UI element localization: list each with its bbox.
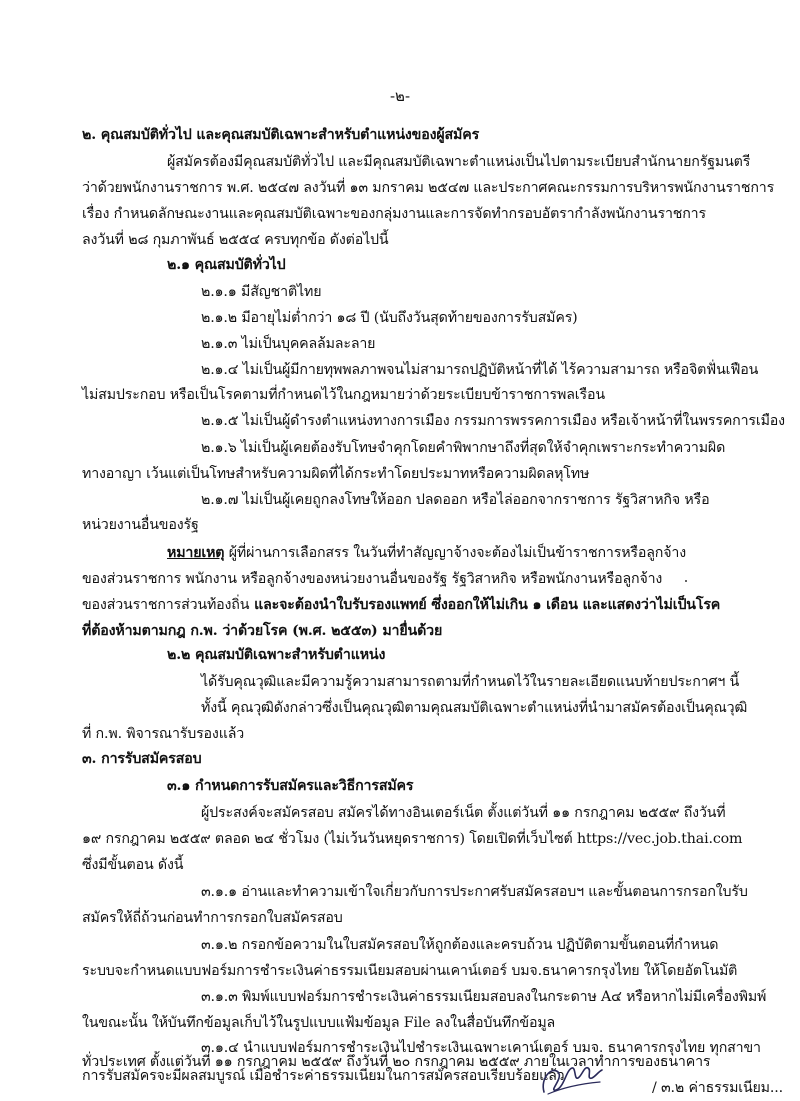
- paragraph-line: ทั้งนี้ คุณวุฒิดังกล่าวซึ่งเป็นคุณวุฒิตามคุณสมบัติเฉพาะตำแหน่งที่นำมาสมัครต้องเป็นคุณวุฒิ: [201, 700, 748, 716]
- list-item: ๒.๑.๓ ไม่เป็นบุคคลล้มละลาย: [201, 336, 376, 352]
- list-item: ๓.๑.๑ อ่านและทำความเข้าใจเกี่ยวกับการประกาศรับสมัครสอบฯ และขั้นตอนการกรอกใบรับ: [201, 884, 748, 900]
- list-item-continuation: ในขณะนั้น ให้บันทึกข้อมูลเก็บไว้ในรูปแบบแฟ้มข้อมูล File ลงในสื่อบันทึกข้อมูล: [82, 1015, 556, 1031]
- section-2-2-heading: ๒.๒ คุณสมบัติเฉพาะสำหรับตำแหน่ง: [167, 647, 386, 663]
- stray-mark: [685, 580, 687, 582]
- list-item-continuation: การรับสมัครจะมีผลสมบูรณ์ เมื่อชำระค่าธรรมเนียมในการสมัครสอบเรียบร้อยแล้ว: [82, 1068, 565, 1084]
- note-text: ของส่วนราชการส่วนท้องถิ่น: [82, 597, 250, 613]
- note-line: ของส่วนราชการ พนักงาน หรือลูกจ้างของหน่วยงานอื่นของรัฐ รัฐวิสาหกิจ หรือพนักงานหรือลูกจ้าง: [82, 571, 663, 587]
- list-item-continuation: ทางอาญา เว้นแต่เป็นโทษสำหรับความผิดที่ได้กระทำโดยประมาทหรือความผิดลหุโทษ: [82, 466, 590, 482]
- list-item: ๓.๑.๔ นำแบบฟอร์มการชำระเงินไปชำระเงินเฉพาะเคาน์เตอร์ บมจ. ธนาคารกรุงไทย ทุกสาขา: [201, 1040, 761, 1056]
- list-item-continuation: ระบบจะกำหนดแบบฟอร์มการชำระเงินค่าธรรมเนียมสอบผ่านเคาน์เตอร์ บมจ.ธนาคารกรุงไทย ให้โดยอัตโนมัติ: [82, 963, 738, 979]
- note-label: หมายเหตุ: [167, 545, 225, 561]
- list-item: ๓.๑.๒ กรอกข้อความในใบสมัครสอบให้ถูกต้องและครบถ้วน ปฏิบัติตามขั้นตอนที่กำหนด: [201, 937, 719, 953]
- note-line: [82, 595, 720, 615]
- list-item: ๒.๑.๑ มีสัญชาติไทย: [201, 284, 322, 300]
- paragraph-line: ซึ่งมีขั้นตอน ดังนี้: [82, 857, 184, 873]
- list-item-continuation: สมัครให้ถี่ถ้วนก่อนทำการกรอกใบสมัครสอบ: [82, 910, 343, 926]
- signature-image: [538, 1058, 608, 1100]
- page-number: -๒-: [389, 87, 411, 105]
- paragraph-line: ว่าด้วยพนักงานราชการ พ.ศ. ๒๕๔๗ ลงวันที่ ๑๓ มกราคม ๒๕๔๗ และประกาศคณะกรรมการบริหารพนักงานราชการ: [82, 180, 775, 196]
- list-item: ๒.๑.๔ ไม่เป็นผู้มีกายทุพพลภาพจนไม่สามารถปฏิบัติหน้าที่ได้ ไร้ความสามารถ หรือจิตฟั่นเฟือน: [201, 362, 759, 378]
- paragraph-line: เรื่อง กำหนดลักษณะงานและคุณสมบัติเฉพาะของกลุ่มงานและการจัดทำกรอบอัตรากำลังพนักงานราชการ: [82, 206, 706, 222]
- note-line: [167, 543, 686, 563]
- list-item: ๒.๑.๗ ไม่เป็นผู้เคยถูกลงโทษให้ออก ปลดออก หรือไล่ออกจากราชการ รัฐวิสาหกิจ หรือ: [201, 492, 710, 508]
- paragraph-line: ลงวันที่ ๒๘ กุมภาพันธ์ ๒๕๕๔ ครบทุกข้อ ดังต่อไปนี้: [82, 232, 389, 248]
- section-2-1-heading: ๒.๑ คุณสมบัติทั่วไป: [167, 257, 286, 273]
- section-3-1-heading: ๓.๑ กำหนดการรับสมัครและวิธีการสมัคร: [167, 778, 414, 794]
- list-item-continuation: ทั่วประเทศ ตั้งแต่วันที่ ๑๑ กรกฎาคม ๒๕๕๙ ถึงวันที่ ๒๐ กรกฎาคม ๒๕๕๙ ภายในเวลาทำการของธนาคาร: [82, 1054, 711, 1070]
- list-item: ๒.๑.๖ ไม่เป็นผู้เคยต้องรับโทษจำคุกโดยคำพิพากษาถึงที่สุดให้จำคุกเพราะกระทำความผิด: [201, 440, 726, 456]
- note-text: ผู้ที่ผ่านการเลือกสรร ในวันที่ทำสัญญาจ้างจะต้องไม่เป็นข้าราชการหรือลูกจ้าง: [224, 545, 687, 561]
- list-item: ๒.๑.๒ มีอายุไม่ต่ำกว่า ๑๘ ปี (นับถึงวันสุดท้ายของการรับสมัคร): [201, 310, 578, 326]
- paragraph-line: ผู้ประสงค์จะสมัครสอบ สมัครได้ทางอินเตอร์เน็ต ตั้งแต่วันที่ ๑๑ กรกฎาคม ๒๕๕๙ ถึงวันที่: [201, 805, 726, 821]
- section-3-heading: ๓. การรับสมัครสอบ: [82, 751, 202, 767]
- list-item-continuation: ไม่สมประกอบ หรือเป็นโรคตามที่กำหนดไว้ในกฎหมายว่าด้วยระเบียบข้าราชการพลเรือน: [82, 387, 605, 403]
- continuation-marker: / ๓.๒ ค่าธรรมเนียม...: [652, 1080, 783, 1096]
- list-item-continuation: หน่วยงานอื่นของรัฐ: [82, 517, 199, 533]
- list-item: ๒.๑.๕ ไม่เป็นผู้ดำรงตำแหน่งทางการเมือง กรรมการพรรคการเมือง หรือเจ้าหน้าที่ในพรรคการเมือง: [201, 413, 785, 429]
- section-2-heading: ๒. คุณสมบัติทั่วไป และคุณสมบัติเฉพาะสำหรับตำแหน่งของผู้สมัคร: [82, 127, 480, 143]
- list-item: ๓.๑.๓ พิมพ์แบบฟอร์มการชำระเงินค่าธรรมเนียมสอบลงในกระดาษ A๔ หรือหากไม่มีเครื่องพิมพ์: [201, 989, 767, 1005]
- note-line: ที่ต้องห้ามตามกฎ ก.พ. ว่าด้วยโรค (พ.ศ. ๒๕๕๓) มายื่นด้วย: [82, 623, 443, 639]
- paragraph-line: ผู้สมัครต้องมีคุณสมบัติทั่วไป และมีคุณสมบัติเฉพาะตำแหน่งเป็นไปตามระเบียบสำนักนายกรัฐมนตรี: [167, 154, 751, 170]
- paragraph-line: ได้รับคุณวุฒิและมีความรู้ความสามารถตามที่กำหนดไว้ในรายละเอียดแนบท้ายประกาศฯ นี้: [201, 674, 740, 690]
- note-bold-text: และจะต้องนำใบรับรองแพทย์ ซึ่งออกให้ไม่เกิน ๑ เดือน และแสดงว่าไม่เป็นโรค: [249, 597, 721, 613]
- paragraph-line: ๑๙ กรกฎาคม ๒๕๕๙ ตลอด ๒๔ ชั่วโมง (ไม่เว้นวันหยุดราชการ) โดยเปิดที่เว็บไซต์ https://vec.job.thai.com: [82, 831, 743, 847]
- paragraph-line: ที่ ก.พ. พิจารณารับรองแล้ว: [82, 726, 245, 742]
